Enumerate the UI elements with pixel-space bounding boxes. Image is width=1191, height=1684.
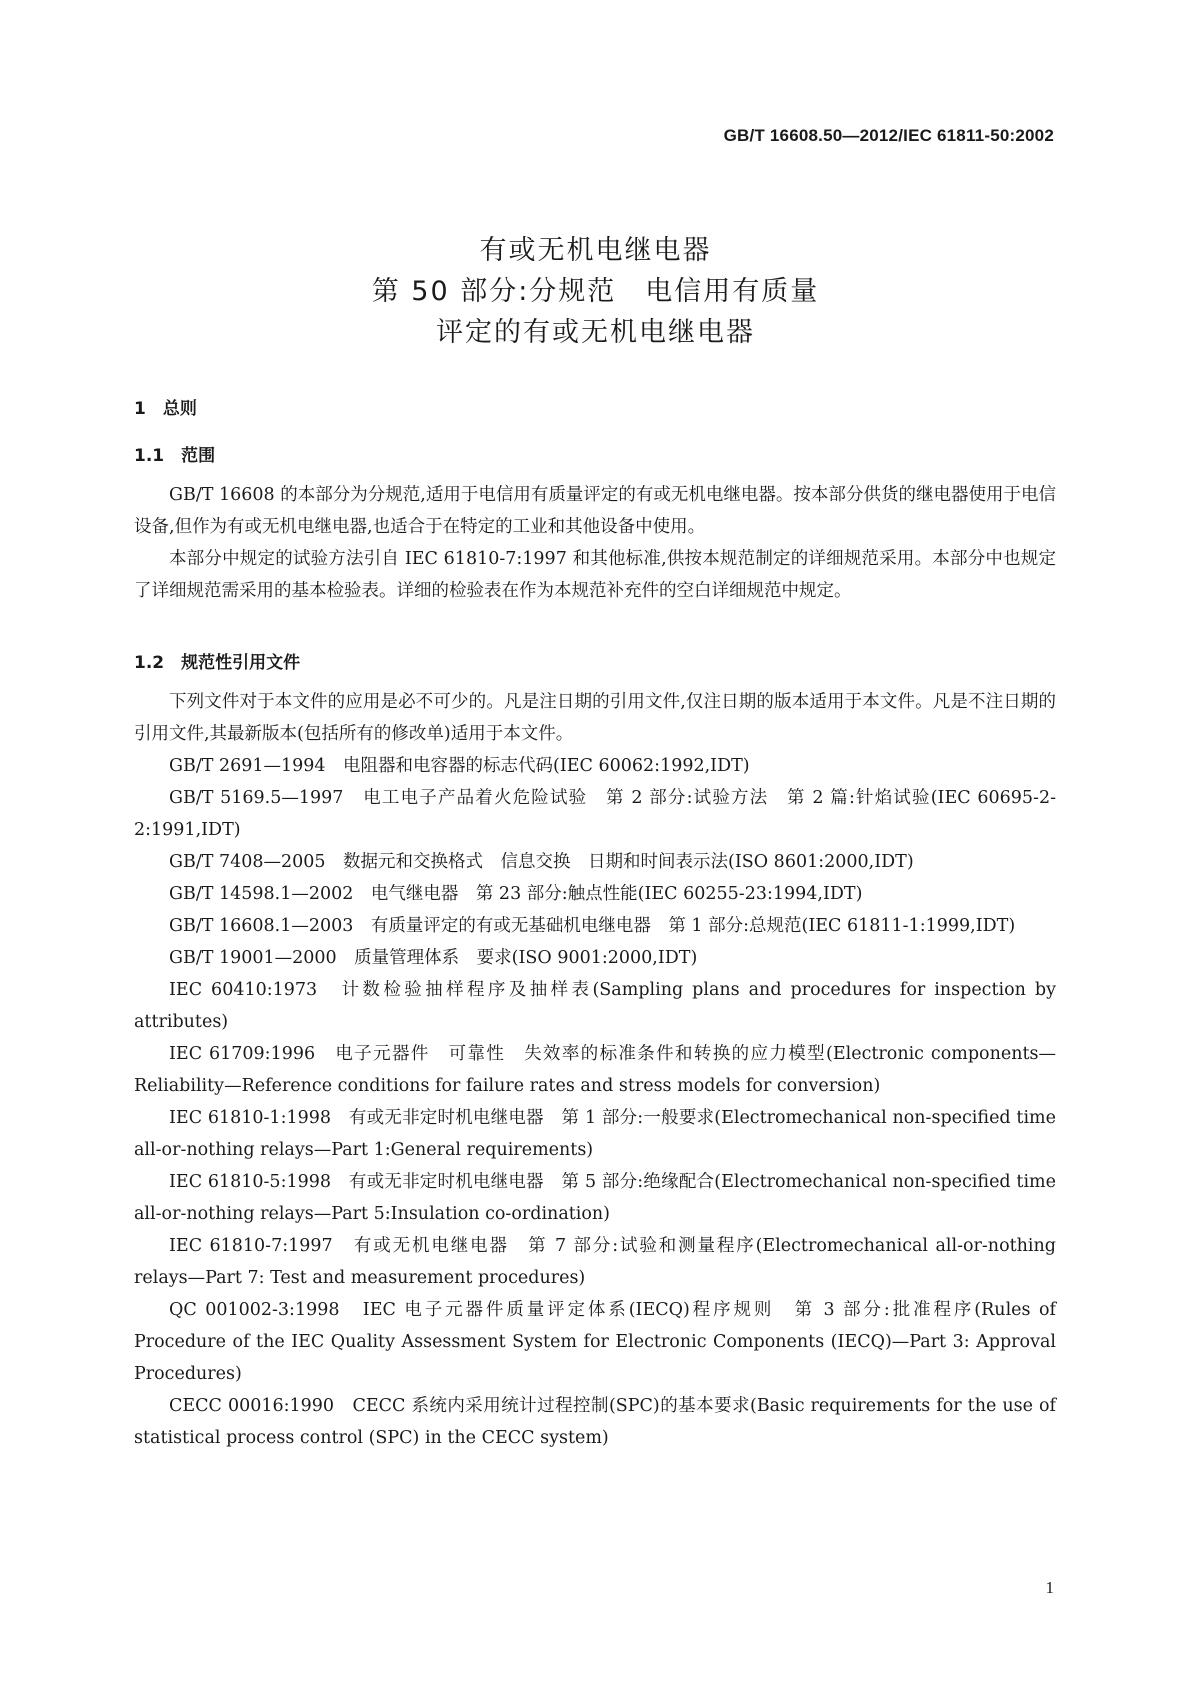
reference-item: GB/T 7408—2005 数据元和交换格式 信息交换 日期和时间表示法(ISO 8601:2000,IDT)	[169, 852, 914, 872]
references-intro: 下列文件对于本文件的应用是必不可少的。凡是注日期的引用文件,仅注日期的版本适用于本文件。凡是不注日期的引用文件,其最新版本(包括所有的修改单)适用于本文件。	[134, 692, 1056, 744]
reference-item: GB/T 5169.5—1997 电工电子产品着火危险试验 第 2 部分:试验方法 第 2 篇:针焰试验(IEC 60695-2-2:1991,IDT)	[134, 788, 1056, 840]
title-line-2: 第 50 部分:分规范 电信用有质量	[371, 276, 820, 307]
scope-text	[134, 479, 1056, 607]
scope-paragraph: GB/T 16608 的本部分为分规范,适用于电信用有质量评定的有或无机电继电器。按本部分供货的继电器使用于电信设备,但作为有或无机电继电器,也适合于在特定的工业和其他设备中使用。	[134, 485, 1056, 537]
reference-item: IEC 61709:1996 电子元器件 可靠性 失效率的标准条件和转换的应力模型(Electronic components—Reliability—Reference conditions for failure rates and stress models for conversion)	[134, 1044, 1056, 1096]
scope-paragraph: 本部分中规定的试验方法引自 IEC 61810-7:1997 和其他标准,供按本规范制定的详细规范采用。本部分中也规定了详细规范需采用的基本检验表。详细的检验表在作为本规范补充件的空白详细规范中规定。	[134, 549, 1056, 601]
page-number: 1	[1045, 1578, 1054, 1597]
standard-code-header: GB/T 16608.50—2012/IEC 61811-50:2002	[723, 126, 1054, 145]
reference-item: GB/T 14598.1—2002 电气继电器 第 23 部分:触点性能(IEC 60255-23:1994,IDT)	[169, 884, 863, 904]
reference-item: GB/T 19001—2000 质量管理体系 要求(ISO 9001:2000,IDT)	[169, 948, 698, 968]
normative-references	[134, 686, 1056, 1454]
document-title	[0, 230, 1191, 353]
reference-item: IEC 61810-7:1997 有或无机电继电器 第 7 部分:试验和测量程序(Electromechanical all-or-nothing relays—Part 7: Test and measurement procedures)	[134, 1236, 1056, 1288]
section-1-heading: 1 总则	[134, 399, 197, 419]
reference-item: GB/T 2691—1994 电阻器和电容器的标志代码(IEC 60062:1992,IDT)	[169, 756, 750, 776]
reference-item: GB/T 16608.1—2003 有质量评定的有或无基础机电继电器 第 1 部分:总规范(IEC 61811-1:1999,IDT)	[169, 916, 1016, 936]
reference-item: IEC 61810-1:1998 有或无非定时机电继电器 第 1 部分:一般要求(Electromechanical non-specified time all-or-nothing relays—Part 1:General requirements)	[134, 1108, 1056, 1160]
reference-item: IEC 60410:1973 计数检验抽样程序及抽样表(Sampling plans and procedures for inspection by attributes)	[134, 980, 1056, 1032]
title-line-3: 评定的有或无机电继电器	[436, 317, 755, 348]
reference-item: IEC 61810-5:1998 有或无非定时机电继电器 第 5 部分:绝缘配合(Electromechanical non-specified time all-or-nothing relays—Part 5:Insulation co-ordination)	[134, 1172, 1056, 1224]
reference-item: CECC 00016:1990 CECC 系统内采用统计过程控制(SPC)的基本要求(Basic requirements for the use of statistical process control (SPC) in the CECC system)	[134, 1396, 1056, 1448]
section-1-2-heading: 1.2 规范性引用文件	[134, 653, 301, 673]
section-1-1-heading: 1.1 范围	[134, 446, 216, 466]
reference-item: QC 001002-3:1998 IEC 电子元器件质量评定体系(IECQ)程序规则 第 3 部分:批准程序(Rules of Procedure of the IEC Quality Assessment System for Electronic Components (IECQ)—Part 3: Approval Procedures)	[134, 1300, 1056, 1384]
title-line-1: 有或无机电继电器	[479, 235, 712, 266]
